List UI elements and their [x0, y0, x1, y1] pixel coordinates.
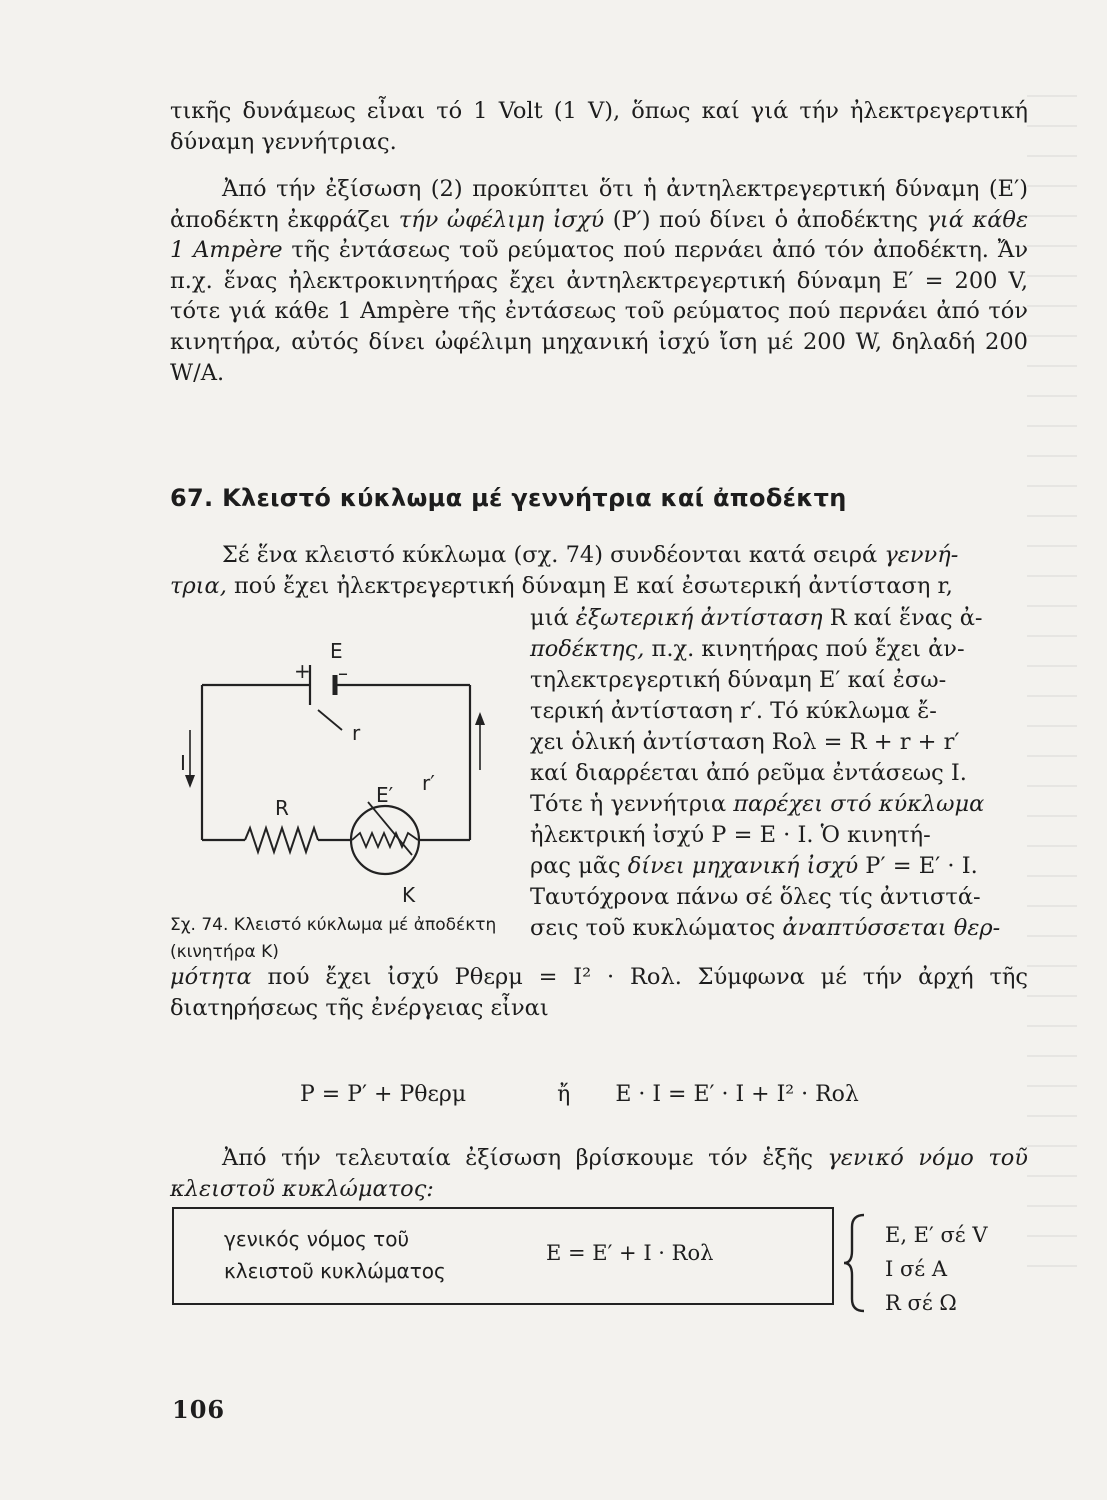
equation-right: E · I = E′ · I + I² · Rολ: [615, 1082, 859, 1107]
arrowhead-left: [185, 775, 195, 788]
wrap-line-10: ἠλεκτρική ἰσχύ P = E · I. Ὁ κινητή-: [530, 822, 931, 848]
wrap-line-5: τηλεκτρεγερτική δύναμη Ε′ καί ἐσω-: [530, 667, 947, 693]
label-I: I: [180, 751, 186, 775]
wrap-line-13: σεις τοῦ κυκλώματος ἀναπτύσσεται θερ-: [530, 915, 1001, 941]
paragraph-3-line-2: τρια, πού ἔχει ἠλεκτρεγερτική δύναμη Ε καί ἐσωτερική ἀντίσταση r,: [170, 573, 953, 599]
wrap-line-3: μιά ἐξωτερική ἀντίσταση R καί ἕνας ἀ-: [530, 605, 983, 631]
paragraph-1: [170, 96, 1028, 157]
label-R: R: [275, 796, 289, 820]
bleed-through-texture: [1027, 95, 1077, 1295]
wrap-line-9: Τότε ἡ γεννήτρια παρέχει στό κύκλωμα: [530, 791, 985, 817]
general-law-label: γενικός νόμος τοῦ κλειστοῦ κυκλώματος: [224, 1227, 446, 1283]
motor-K: [351, 806, 419, 874]
energy-equation: [300, 1082, 859, 1107]
label-Ep: E′: [376, 783, 394, 807]
paragraph-3-end: μότητα πού ἔχει ἰσχύ Pθερμ = I² · Rολ. Σύμφωνα μέ τήν ἀρχή τῆς διατηρήσεως τῆς ἐνέργειας εἶναι: [170, 964, 1028, 1021]
equation-left: P = P′ + Pθερμ: [300, 1082, 467, 1107]
label-rp: r′: [422, 771, 435, 795]
label-minus: –: [338, 661, 348, 685]
wrap-line-12: Ταυτόχρονα πάνω σέ ὅλες τίς ἀντιστά-: [530, 884, 981, 910]
wrap-line-6: τερική ἀντίσταση r′. Τό κύκλωμα ἔ-: [530, 698, 937, 724]
label-K: K: [402, 883, 416, 905]
label-E: E: [330, 640, 343, 663]
unit-resistance: R σέ Ω: [885, 1291, 957, 1315]
section-heading: 67. Κλειστό κύκλωμα μέ γεννήτρια καί ἀποδέκτη: [170, 484, 847, 512]
unit-voltage: E, E′ σέ V: [885, 1223, 988, 1247]
arrowhead-right: [475, 712, 485, 725]
paragraph-4: Ἀπό τήν τελευταία ἐξίσωση βρίσκουμε τόν ἑξῆς γενικό νόμο τοῦ κλειστοῦ κυκλώματος:: [170, 1145, 1028, 1202]
unit-current: I σέ A: [885, 1257, 948, 1281]
paragraph-3-intro: Σέ ἕνα κλειστό κύκλωμα (σχ. 74) συνδέονται κατά σειρά γεννή-: [222, 542, 959, 568]
wrap-line-11: ρας μᾶς δίνει μηχανική ἰσχύ P′ = E′ · I.: [530, 853, 978, 879]
general-law-box: [172, 1207, 834, 1305]
figure-caption: Σχ. 74. Κλειστό κύκλωμα μέ ἀποδέκτη (κινητήρα Κ): [170, 915, 497, 962]
label-plus: +: [294, 659, 311, 683]
wrap-line-8: καί διαρρέεται ἀπό ρεῦμα ἐντάσεως I.: [530, 760, 967, 786]
curly-brace: [842, 1213, 872, 1313]
wrap-line-4: ποδέκτης, π.χ. κινητήρας πού ἔχει ἀν-: [530, 636, 965, 662]
internal-resistance-arrow: [318, 710, 342, 730]
page-number: 106: [172, 1395, 226, 1424]
wrap-line-7: χει ὁλική ἀντίσταση Rολ = R + r + r′: [530, 729, 960, 755]
equation-or: ἤ: [557, 1082, 571, 1107]
paragraph-1-text: τικῆς δυνάμεως εἶναι τό 1 Volt (1 V), ὅπως καί γιά τήν ἠλεκτρεγερτική δύναμη γεννήτριας.: [170, 98, 1028, 155]
resistor-R: [245, 828, 318, 852]
paragraph-2: Ἀπό τήν ἐξίσωση (2) προκύπτει ὅτι ἡ ἀντηλεκτρεγερτική δύναμη (Ε′) ἀποδέκτη ἐκφράζει τήν ὠφέλιμη ἰσχύ (P′) πού δίνει ὁ ἀποδέκτης γιά κάθε 1 Ampère τῆς ἐντάσεως τοῦ ρεύματος πού περνάει ἀπό τόν ἀποδέκτη. Ἄν π.χ. ἕνας ἠλεκτροκινητήρας ἔχει ἀντηλεκτρεγερτική δύναμη Ε′ = 200 V, τότε γιά κάθε 1 Ampère τῆς ἐντάσεως τοῦ ρεύματος πού περνάει ἀπό τόν κινητήρα, αὐτός δίνει ὠφέλιμη μηχανική ἰσχύ ἴση μέ 200 W, δηλαδή 200 W/A.: [170, 176, 1029, 386]
general-law-equation: E = E′ + I · Rολ: [546, 1241, 714, 1265]
units-list: [885, 1218, 988, 1320]
label-r: r: [352, 721, 361, 745]
circuit-diagram: [180, 640, 500, 905]
motor-internal-resistance: [352, 833, 418, 847]
